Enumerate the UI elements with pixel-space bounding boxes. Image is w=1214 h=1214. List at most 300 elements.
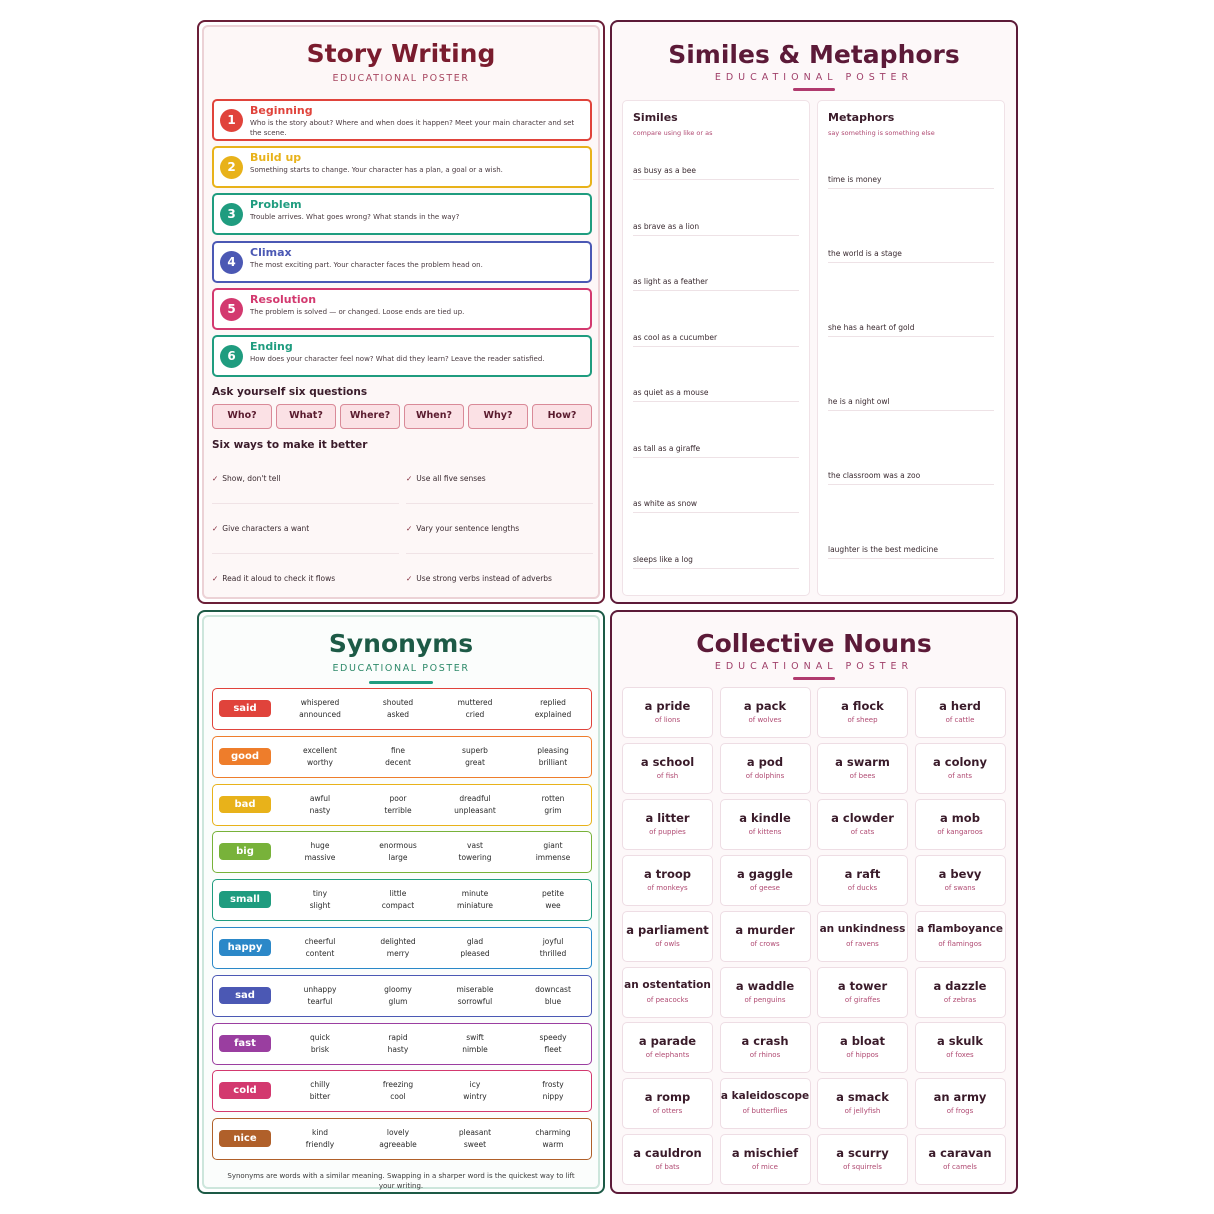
synonym-pair xyxy=(283,984,357,1008)
metaphors-column-title: Metaphors xyxy=(828,111,895,124)
synonym-pair xyxy=(361,1079,435,1103)
collective-noun-card xyxy=(622,1078,713,1129)
synonym-word: nippy xyxy=(542,1092,564,1102)
check-icon: ✓ xyxy=(212,574,219,583)
synonym-pair xyxy=(283,697,357,721)
synonym-word: icy xyxy=(469,1080,481,1090)
collective-noun: a kindle xyxy=(739,810,791,825)
collective-noun: a bloat xyxy=(839,1034,886,1049)
tip-item xyxy=(212,454,399,504)
collective-noun: a romp xyxy=(644,1090,691,1105)
collective-noun: a skulk xyxy=(936,1034,984,1049)
tip-item xyxy=(212,554,399,604)
collective-noun: a gaggle xyxy=(737,866,793,881)
simile-item: as quiet as a mouse xyxy=(633,388,799,402)
synonym-word: poor xyxy=(389,793,407,803)
collective-noun-of: of zebras xyxy=(943,995,977,1004)
collective-noun-card xyxy=(720,967,811,1018)
stage-description: Who is the story about? Where and when does it happen? Meet your main character and set the scene. xyxy=(250,119,575,137)
collective-noun: a cauldron xyxy=(633,1146,702,1161)
synonym-pair xyxy=(516,888,590,912)
question-chip: Who? xyxy=(212,404,272,429)
synonym-word: immense xyxy=(535,853,571,863)
collective-noun-of: of sheep xyxy=(847,716,878,724)
tip-item xyxy=(212,504,399,554)
synonym-pair xyxy=(283,888,357,912)
collective-noun: a murder xyxy=(735,922,795,937)
synonym-word: unhappy xyxy=(303,984,337,994)
synonym-word: slight xyxy=(309,901,331,911)
synonym-word: cheerful xyxy=(304,937,336,946)
synonym-pair xyxy=(361,984,435,1008)
synonym-pair xyxy=(361,840,435,864)
synonym-word: compact xyxy=(381,901,415,911)
collective-noun: a waddle xyxy=(735,978,795,993)
synonym-word: kind xyxy=(312,1128,328,1138)
synonym-row xyxy=(212,879,592,921)
synonym-word: blue xyxy=(544,996,562,1006)
metaphors-column xyxy=(817,100,1005,596)
collective-noun-card xyxy=(915,799,1006,850)
story-stage-card xyxy=(212,335,592,377)
collective-noun-of: of elephants xyxy=(645,1051,690,1060)
synonym-word: tiny xyxy=(312,889,328,899)
synonym-word: bitter xyxy=(309,1092,331,1102)
synonym-row xyxy=(212,831,592,873)
collective-noun-card xyxy=(622,1134,713,1185)
collective-noun-of: of otters xyxy=(652,1107,683,1116)
collective-noun-of: of mice xyxy=(752,1163,778,1172)
stage-number-badge: 5 xyxy=(220,298,243,321)
synonym-pair xyxy=(438,697,512,721)
collective-noun-card xyxy=(720,1022,811,1073)
collective-noun-card xyxy=(915,967,1006,1018)
synonym-word: cool xyxy=(390,1092,406,1102)
stage-number-badge: 3 xyxy=(220,203,243,226)
collective-noun-card xyxy=(817,967,908,1018)
synonym-word: terrible xyxy=(384,805,412,815)
collective-noun: a litter xyxy=(645,810,690,825)
collective-noun-of: of ducks xyxy=(847,883,878,892)
collective-noun-card xyxy=(915,1078,1006,1129)
synonym-pair xyxy=(438,936,512,960)
simile-item: as cool as a cucumber xyxy=(633,333,799,347)
synonym-pair xyxy=(361,1032,435,1056)
synonym-pair xyxy=(516,840,590,864)
collective-noun-card xyxy=(817,1134,908,1185)
collective-noun-card xyxy=(622,743,713,794)
title-underline xyxy=(793,677,835,680)
collective-noun: an ostentation xyxy=(624,978,711,991)
collective-noun: a kaleidoscope xyxy=(720,1090,810,1103)
collective-noun-card xyxy=(915,1022,1006,1073)
collective-noun: a tower xyxy=(837,978,888,993)
synonym-word: joyful xyxy=(542,937,564,946)
synonym-pair xyxy=(283,745,357,769)
synonym-word: quick xyxy=(309,1032,331,1042)
synonym-word: friendly xyxy=(305,1140,335,1150)
tip-text: Show, don't tell xyxy=(222,474,281,483)
collective-noun-of: of giraffes xyxy=(844,995,881,1004)
synonym-pair xyxy=(361,793,435,817)
collective-noun-of: of jellyfish xyxy=(844,1107,881,1116)
collective-noun: a raft xyxy=(844,866,881,881)
synonym-pair xyxy=(516,1032,590,1056)
stage-title: Build up xyxy=(250,151,302,165)
questions-heading: Ask yourself six questions xyxy=(212,386,368,398)
collective-noun-of: of bats xyxy=(655,1163,680,1172)
synonyms-poster xyxy=(197,610,605,1194)
synonym-pair xyxy=(438,1032,512,1056)
simile-item: as brave as a lion xyxy=(633,222,799,236)
synonym-pair xyxy=(283,840,357,864)
stage-description: Trouble arrives. What goes wrong? What stands in the way? xyxy=(250,213,460,222)
collective-noun-card xyxy=(915,1134,1006,1185)
check-icon: ✓ xyxy=(406,474,413,483)
collective-noun-card xyxy=(622,967,713,1018)
collective-noun-card xyxy=(622,911,713,962)
stage-number-badge: 1 xyxy=(220,109,243,132)
synonym-word: downcast xyxy=(535,984,571,994)
synonym-pair xyxy=(516,1079,590,1103)
synonym-pair xyxy=(516,793,590,817)
synonym-word: pleasant xyxy=(458,1128,492,1138)
synonym-pair xyxy=(438,745,512,769)
collective-noun-of: of penguins xyxy=(744,995,786,1004)
synonym-word: fine xyxy=(390,745,406,755)
collective-noun-of: of wolves xyxy=(748,716,782,724)
metaphor-item: the world is a stage xyxy=(828,249,994,263)
simile-item: as light as a feather xyxy=(633,277,799,291)
synonym-word: unpleasant xyxy=(454,805,496,815)
synonym-word: thrilled xyxy=(539,949,567,958)
synonym-word: sweet xyxy=(463,1140,487,1150)
synonym-row xyxy=(212,736,592,778)
collective-noun-of: of ants xyxy=(947,771,973,780)
synonym-pair xyxy=(516,1127,590,1151)
collective-noun-of: of ravens xyxy=(846,939,879,948)
synonyms-poster-title: Synonyms xyxy=(328,629,474,658)
simile-item: as busy as a bee xyxy=(633,166,799,180)
synonym-word: cried xyxy=(465,710,485,719)
collective-noun-card xyxy=(622,687,713,738)
collective-noun-card xyxy=(817,799,908,850)
similes-column xyxy=(622,100,810,596)
synonym-word: brilliant xyxy=(538,757,568,767)
synonym-word: muttered xyxy=(457,698,493,707)
metaphor-item: he is a night owl xyxy=(828,397,994,411)
synonym-word: miniature xyxy=(456,901,494,911)
collective-noun: a pod xyxy=(746,754,784,769)
tip-text: Use strong verbs instead of adverbs xyxy=(416,574,552,583)
synonym-word: announced xyxy=(299,710,341,719)
synonym-pair xyxy=(361,936,435,960)
synonym-pair xyxy=(438,984,512,1008)
metaphor-item: she has a heart of gold xyxy=(828,323,994,337)
synonym-word: wee xyxy=(545,901,561,911)
stage-title: Problem xyxy=(250,198,302,212)
synonym-keyword-tag: cold xyxy=(219,1082,271,1099)
tip-text: Use all five senses xyxy=(416,474,486,483)
synonym-word: content xyxy=(305,949,335,958)
collective-noun-of: of butterflies xyxy=(742,1107,788,1116)
synonym-word: agreeable xyxy=(379,1140,417,1150)
collective-noun-of: of geese xyxy=(750,883,780,892)
synonym-keyword-tag: good xyxy=(219,748,271,765)
synonym-keyword-tag: small xyxy=(219,891,271,908)
synonym-word: glad xyxy=(466,937,484,946)
collective-noun-card xyxy=(720,687,811,738)
synonym-word: large xyxy=(388,853,408,863)
synonym-pair xyxy=(361,1127,435,1151)
collective-noun-card xyxy=(622,799,713,850)
synonym-word: decent xyxy=(385,757,411,767)
collective-noun: a crash xyxy=(741,1034,789,1049)
synonyms-footer: Synonyms are words with a similar meaning. Swapping in a sharper word is the quickest way to lift your writing. xyxy=(227,1172,575,1190)
collective-noun: a bevy xyxy=(938,866,982,881)
collective-noun-of: of hippos xyxy=(846,1051,879,1060)
synonym-word: pleasing xyxy=(537,745,569,755)
story-poster-inner xyxy=(202,25,600,599)
question-chip: When? xyxy=(404,404,464,429)
collective-noun-of: of dolphins xyxy=(745,771,785,780)
synonym-word: charming xyxy=(535,1128,571,1138)
tip-item xyxy=(406,504,593,554)
synonym-pair xyxy=(438,888,512,912)
synonym-word: nasty xyxy=(309,805,331,815)
story-writing-poster xyxy=(197,20,605,604)
collective-noun-card xyxy=(720,1078,811,1129)
metaphors-column-subtitle: say something is something else xyxy=(828,129,935,137)
similes-column-subtitle: compare using like or as xyxy=(633,129,713,137)
synonym-pair xyxy=(361,888,435,912)
story-stage-card xyxy=(212,241,592,283)
stage-title: Beginning xyxy=(250,104,313,117)
synonym-pair xyxy=(283,1032,357,1056)
collective-noun-of: of puppies xyxy=(649,827,686,836)
collective-noun-card xyxy=(720,799,811,850)
synonym-word: glum xyxy=(388,996,408,1006)
tip-text: Give characters a want xyxy=(222,524,310,533)
synonym-word: tearful xyxy=(307,996,333,1006)
collective-noun-of: of kangaroos xyxy=(937,827,983,836)
synonym-pair xyxy=(516,697,590,721)
collective-noun: a troop xyxy=(644,866,691,881)
question-chip: Why? xyxy=(468,404,528,429)
synonym-word: whispered xyxy=(300,698,340,707)
synonym-word: excellent xyxy=(302,745,337,755)
synonym-pair xyxy=(438,1079,512,1103)
metaphor-item: the classroom was a zoo xyxy=(828,471,994,485)
synonym-pair xyxy=(361,697,435,721)
stage-title: Climax xyxy=(250,245,292,259)
stage-number-badge: 6 xyxy=(220,345,243,368)
synonym-word: grim xyxy=(544,805,562,815)
collective-noun-of: of kittens xyxy=(748,827,782,836)
collective-noun-of: of cattle xyxy=(945,716,975,724)
synonym-row xyxy=(212,927,592,969)
collective-noun: a colony xyxy=(932,754,987,769)
tip-item xyxy=(406,454,593,504)
similes-column-title: Similes xyxy=(633,111,678,124)
collective-noun-of: of peacocks xyxy=(646,995,689,1004)
collective-noun-card xyxy=(915,743,1006,794)
synonym-row xyxy=(212,1070,592,1112)
collective-noun: a mob xyxy=(940,810,980,825)
synonym-word: nimble xyxy=(462,1044,488,1054)
synonym-word: awful xyxy=(309,793,331,803)
stage-number-badge: 2 xyxy=(220,156,243,179)
story-stage-card xyxy=(212,146,592,188)
synonym-word: merry xyxy=(386,949,410,958)
synonym-pair xyxy=(438,840,512,864)
collective-noun-of: of frogs xyxy=(946,1107,974,1116)
synonym-pair xyxy=(516,936,590,960)
stage-description: The problem is solved — or changed. Loose ends are tied up. xyxy=(250,307,465,316)
synonym-word: rapid xyxy=(388,1032,408,1042)
synonym-word: warm xyxy=(542,1140,564,1150)
similes-metaphors-poster xyxy=(610,20,1018,604)
similes-poster-subtitle: EDUCATIONAL POSTER xyxy=(714,72,914,83)
collective-noun-card xyxy=(915,911,1006,962)
collective-noun: a caravan xyxy=(928,1146,992,1161)
stage-title: Resolution xyxy=(250,292,317,306)
stage-description: The most exciting part. Your character faces the problem head on. xyxy=(250,260,483,269)
collective-noun-of: of rhinos xyxy=(749,1051,781,1060)
synonym-word: superb xyxy=(462,745,488,755)
synonym-row xyxy=(212,784,592,826)
collective-noun-of: of monkeys xyxy=(647,883,688,892)
synonym-word: worthy xyxy=(307,757,333,767)
collective-noun: an unkindness xyxy=(819,922,906,935)
collective-noun-of: of lions xyxy=(654,716,681,724)
synonym-word: minute xyxy=(461,889,489,899)
synonym-pair xyxy=(516,745,590,769)
collective-noun-card xyxy=(817,855,908,906)
collective-noun-of: of owls xyxy=(655,939,680,948)
collective-noun-card xyxy=(817,687,908,738)
synonym-word: chilly xyxy=(310,1080,330,1090)
synonym-pair xyxy=(283,793,357,817)
collective-noun-card xyxy=(622,855,713,906)
title-underline xyxy=(793,88,835,91)
collective-noun-of: of flamingos xyxy=(938,939,982,948)
collective-noun-card xyxy=(817,1022,908,1073)
collective-poster-title: Collective Nouns xyxy=(696,629,932,658)
story-stage-card xyxy=(212,193,592,235)
tip-item xyxy=(406,554,593,604)
collective-noun-of: of cats xyxy=(850,827,875,836)
synonym-word: massive xyxy=(304,853,336,863)
synonym-word: hasty xyxy=(387,1044,409,1054)
synonym-keyword-tag: big xyxy=(219,843,271,860)
collective-noun-card xyxy=(720,855,811,906)
synonym-word: brisk xyxy=(310,1044,330,1054)
collective-noun-card xyxy=(720,743,811,794)
synonym-word: delighted xyxy=(380,937,416,946)
collective-noun-of: of fish xyxy=(656,771,679,780)
collective-nouns-poster xyxy=(610,610,1018,1194)
collective-noun-card xyxy=(915,687,1006,738)
synonym-keyword-tag: fast xyxy=(219,1035,271,1052)
synonym-word: replied xyxy=(540,698,566,707)
collective-noun: a swarm xyxy=(835,754,890,769)
synonym-word: towering xyxy=(458,853,492,863)
simile-item: as white as snow xyxy=(633,499,799,513)
collective-noun: a herd xyxy=(939,699,981,713)
synonym-word: miserable xyxy=(456,984,494,994)
synonym-row xyxy=(212,688,592,730)
synonym-pair xyxy=(438,1127,512,1151)
collective-noun: a scurry xyxy=(836,1146,889,1161)
collective-noun: a flock xyxy=(841,699,884,713)
collective-noun: a school xyxy=(640,754,695,769)
synonym-word: lovely xyxy=(386,1128,410,1138)
collective-poster-subtitle: EDUCATIONAL POSTER xyxy=(714,661,914,672)
synonym-row xyxy=(212,1023,592,1065)
question-chip: What? xyxy=(276,404,336,429)
tips-heading: Six ways to make it better xyxy=(212,439,368,451)
tip-text: Vary your sentence lengths xyxy=(416,524,520,533)
collective-noun-of: of squirrels xyxy=(843,1163,882,1172)
story-stage-card xyxy=(212,99,592,141)
synonym-word: huge xyxy=(310,841,330,851)
synonym-row xyxy=(212,975,592,1017)
synonym-word: gloomy xyxy=(384,984,412,994)
synonym-word: explained xyxy=(534,710,572,719)
synonym-pair xyxy=(283,1127,357,1151)
synonym-word: wintry xyxy=(463,1092,487,1102)
collective-noun-of: of foxes xyxy=(946,1051,974,1060)
synonym-keyword-tag: nice xyxy=(219,1130,271,1147)
collective-noun-card xyxy=(915,855,1006,906)
synonym-word: freezing xyxy=(382,1080,414,1090)
synonym-word: petite xyxy=(542,889,564,899)
synonym-word: fleet xyxy=(544,1044,562,1054)
similes-poster-title: Similes & Metaphors xyxy=(668,40,960,69)
question-chip: Where? xyxy=(340,404,400,429)
synonym-pair xyxy=(283,1079,357,1103)
story-poster-subtitle: EDUCATIONAL POSTER xyxy=(332,73,470,84)
collective-noun-card xyxy=(720,1134,811,1185)
collective-noun-of: of camels xyxy=(943,1163,977,1172)
collective-noun-card xyxy=(720,911,811,962)
tip-text: Read it aloud to check it flows xyxy=(222,574,336,583)
synonym-pair xyxy=(283,936,357,960)
collective-noun: a pride xyxy=(644,699,691,713)
metaphor-item: laughter is the best medicine xyxy=(828,545,994,559)
synonym-word: enormous xyxy=(379,841,417,851)
synonym-keyword-tag: bad xyxy=(219,796,271,813)
collective-noun: a parade xyxy=(638,1034,697,1049)
synonym-word: dreadful xyxy=(459,793,491,803)
collective-noun: a smack xyxy=(836,1090,889,1105)
collective-noun-of: of bees xyxy=(849,771,876,780)
collective-noun-card xyxy=(622,1022,713,1073)
synonym-word: great xyxy=(465,757,485,767)
stage-title: Ending xyxy=(250,340,293,353)
metaphor-item: time is money xyxy=(828,175,994,189)
collective-noun: a flamboyance xyxy=(916,922,1004,935)
synonyms-poster-inner xyxy=(202,615,600,1189)
synonym-word: shouted xyxy=(382,698,414,707)
collective-noun-card xyxy=(817,1078,908,1129)
synonym-keyword-tag: said xyxy=(219,700,271,717)
synonym-keyword-tag: sad xyxy=(219,987,271,1004)
stage-number-badge: 4 xyxy=(220,251,243,274)
synonym-pair xyxy=(516,984,590,1008)
question-chip: How? xyxy=(532,404,592,429)
